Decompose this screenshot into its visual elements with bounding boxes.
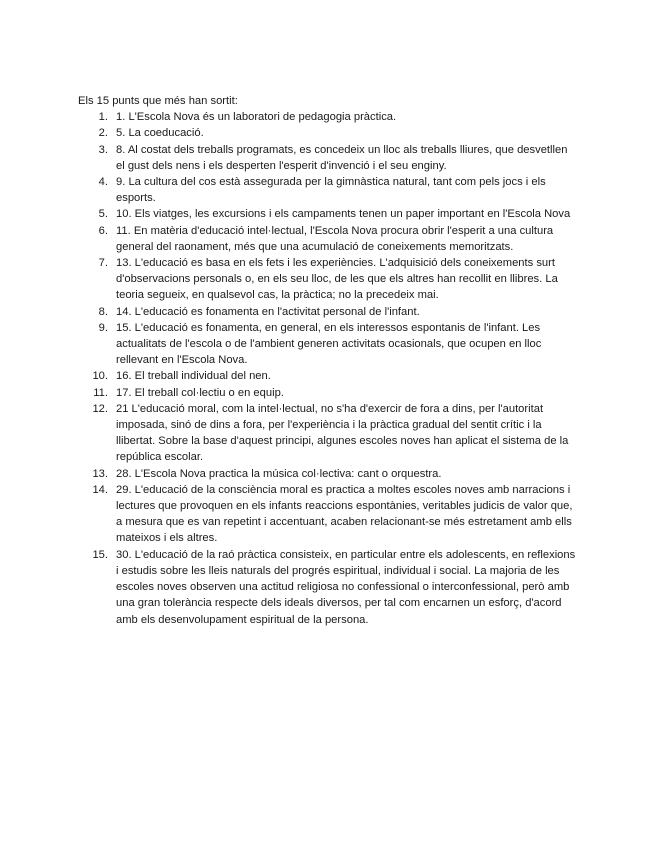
item-number: 14.	[92, 483, 108, 496]
list-item	[78, 368, 578, 384]
item-text: 30. L'educació de la raó pràctica consisteix, en particular entre els adolescents, en reflexions i estudis sobre les lleis naturals del progrés espiritual, individual i social. La majoria de les escoles noves observen una actitud religiosa no confessional o interconfessional, però amb una gran tolerància respecte dels ideals diversos, per tal com encarnen un esforç, d'acord amb els desenvolupament espiritual de la persona.	[116, 548, 576, 626]
item-number: 5.	[98, 208, 108, 221]
item-text: 8. Al costat dels treballs programats, es concedeix un lloc als treballs lliures, que desvetllen el gust dels nens i els desperten l'esperit d'invenció i el seu enginy.	[116, 143, 568, 172]
item-number: 9.	[98, 321, 108, 334]
list-item	[78, 174, 578, 206]
item-number: 3.	[98, 143, 108, 156]
item-number: 11.	[93, 386, 108, 399]
item-text: 9. La cultura del cos està assegurada per la gimnàstica natural, tant com pels jocs i els esports.	[116, 176, 546, 205]
list-item	[78, 304, 578, 320]
item-text: 17. El treball col·lectiu o en equip.	[116, 386, 284, 399]
item-number: 4.	[98, 176, 108, 189]
item-text: 16. El treball individual del nen.	[116, 370, 271, 383]
points-list	[78, 109, 578, 628]
list-item	[78, 466, 578, 482]
item-text: 11. En matèria d'educació intel·lectual, l'Escola Nova procura obrir l'esperit a una cultura general del raonament, més que una acumulació de coneixements memoritzats.	[116, 224, 554, 253]
item-text: 29. L'educació de la consciència moral es practica a moltes escoles noves amb narracions i lectures que provoquen en els infants reaccions espontànies, veritables judicis de valor que, a mesura que es van repetint i accentuant, acaben relacionant-se més estretament amb ells mateixos i els altres.	[116, 483, 573, 545]
item-number: 10.	[92, 370, 108, 383]
item-number: 12.	[92, 402, 108, 415]
list-item	[78, 142, 578, 174]
item-text: 21 L'educació moral, com la intel·lectual, no s'ha d'exercir de fora a dins, per l'autoritat imposada, sinó de dins a fora, per l'experiència i la pràctica gradual del sentit crític i la llibertat. Sobre la base d'aquest principi, algunes escoles noves han aplicat el sistema de la república escolar.	[116, 402, 569, 464]
item-number: 6.	[98, 224, 108, 237]
list-item	[78, 385, 578, 401]
list-item	[78, 223, 578, 255]
document-body	[78, 93, 578, 628]
list-item	[78, 320, 578, 369]
intro-text: Els 15 punts que més han sortit:	[78, 95, 238, 107]
item-number: 2.	[98, 127, 108, 140]
item-text: 13. L'educació es basa en els fets i les experiències. L'adquisició dels coneixements surt d'observacions personals o, en els seu lloc, de les que els altres han recollit en llibres. La teoria segueix, en qualsevol cas, la pràctica; no la precedeix mai.	[116, 257, 558, 302]
item-number: 7.	[98, 257, 108, 270]
item-text: 14. L'educació es fonamenta en l'activitat personal de l'infant.	[116, 305, 420, 318]
list-item	[78, 547, 578, 628]
item-text: 10. Els viatges, les excursions i els campaments tenen un paper important en l'Escola Nova	[116, 208, 571, 221]
item-text: 5. La coeducació.	[116, 127, 204, 140]
list-item	[78, 109, 578, 125]
item-text: 1. L'Escola Nova és un laboratori de pedagogia pràctica.	[116, 111, 397, 124]
item-number: 1.	[98, 111, 108, 124]
item-text: 15. L'educació es fonamenta, en general, en els interessos espontanis de l'infant. Les actualitats de l'escola o de l'ambient generen activitats ocasionals, que ocupen en lloc rellevant en l'Escola Nova.	[116, 321, 542, 367]
item-text: 28. L'Escola Nova practica la música col·lectiva: cant o orquestra.	[116, 467, 442, 480]
list-item	[78, 255, 578, 304]
item-number: 15.	[92, 548, 108, 561]
list-item	[78, 125, 578, 141]
list-item	[78, 401, 578, 466]
item-number: 8.	[98, 305, 108, 318]
item-number: 13.	[92, 467, 108, 480]
list-item	[78, 482, 578, 547]
list-item	[78, 206, 578, 222]
